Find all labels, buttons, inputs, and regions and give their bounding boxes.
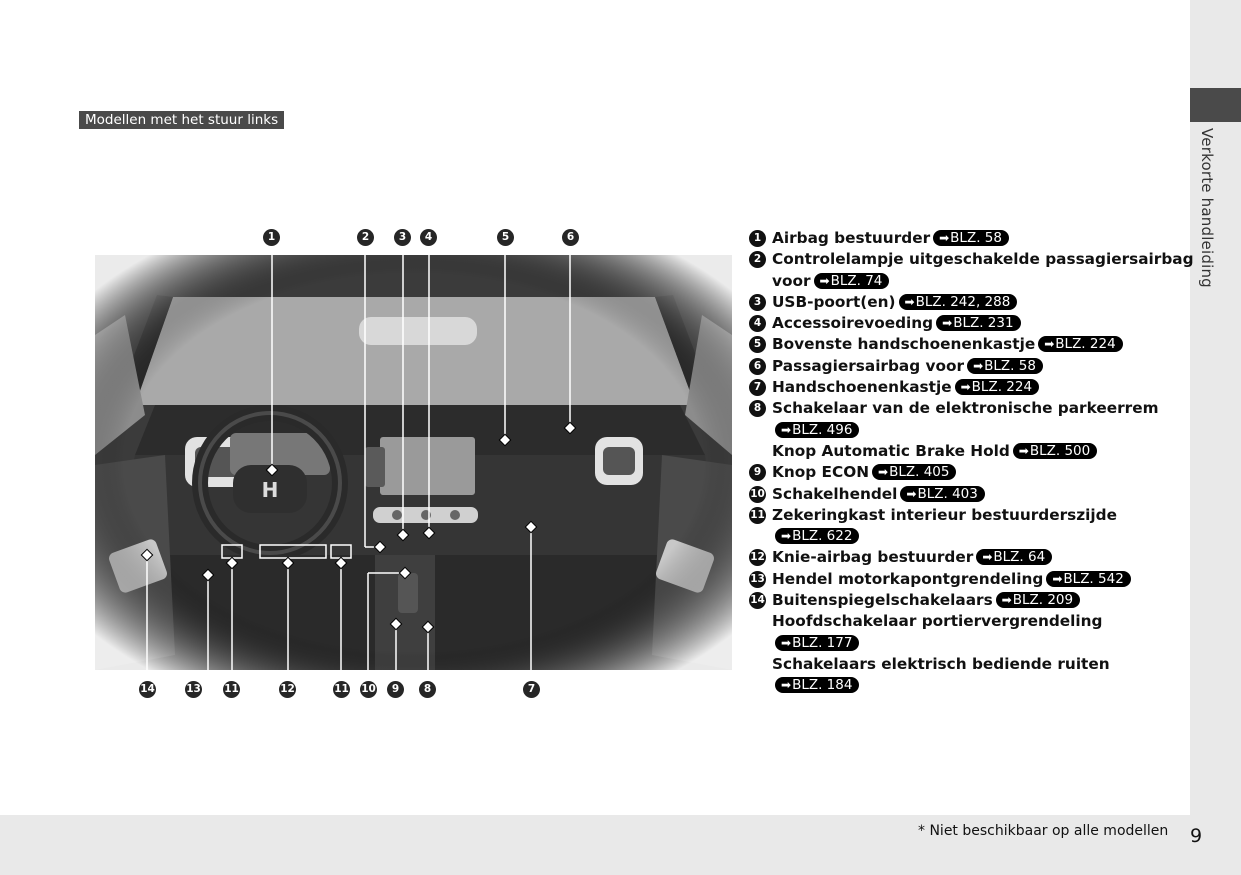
page-ref-label: BLZ. 64 (993, 549, 1046, 566)
page-ref-label: BLZ. 231 (953, 315, 1014, 332)
page-ref-link[interactable] (955, 379, 1039, 395)
arrow-right-icon: ➡ (781, 635, 792, 650)
legend-text: Knie-airbag bestuurder (772, 548, 974, 567)
legend-text: Hendel motorkapontgrendeling (772, 569, 1044, 588)
callout-5: 5 (497, 229, 514, 246)
legend-row (749, 271, 1174, 292)
legend-list (749, 228, 1194, 697)
page-ref-link[interactable] (775, 677, 859, 693)
legend-text: Bovenste handschoenenkastje (772, 335, 1036, 354)
legend-row (749, 313, 1174, 334)
legend-item (772, 398, 1159, 419)
page-ref-label: BLZ. 58 (950, 230, 1002, 246)
legend-row (749, 611, 1174, 632)
legend-row (749, 654, 1174, 675)
page-ref-label: BLZ. 403 (917, 485, 978, 502)
legend-item (772, 228, 1009, 249)
page-ref-label: BLZ. 184 (792, 677, 853, 694)
legend-item (772, 377, 1039, 398)
callout-3: 3 (394, 229, 411, 246)
legend-row (749, 398, 1174, 419)
legend-row (749, 441, 1174, 462)
legend-row (749, 569, 1174, 590)
legend-row (749, 228, 1174, 249)
page-ref-label: BLZ. 405 (889, 464, 950, 481)
callout-14: 14 (139, 681, 156, 698)
page-ref-label: BLZ. 224 (971, 379, 1033, 396)
arrow-right-icon: ➡ (781, 422, 792, 437)
page-ref-label: BLZ. 224 (1055, 336, 1116, 353)
legend-number: 4 (749, 315, 766, 332)
legend-item (772, 633, 859, 654)
page-ref-label: BLZ. 177 (792, 634, 853, 651)
legend-row (749, 356, 1174, 377)
callout-7: 7 (523, 681, 540, 698)
legend-text: Schakelaars elektrisch bediende ruiten (772, 654, 1110, 673)
page-ref-link[interactable] (936, 315, 1020, 331)
arrow-right-icon: ➡ (819, 273, 830, 288)
arrow-right-icon: ➡ (960, 380, 971, 395)
callout-9: 9 (387, 681, 404, 698)
legend-row (749, 377, 1174, 398)
legend-number: 5 (749, 336, 766, 353)
legend-item (772, 505, 1117, 526)
legend-text: Knop ECON (772, 463, 870, 482)
legend-item (772, 292, 1017, 313)
page-ref-label: BLZ. 209 (1012, 592, 1074, 609)
legend-item (772, 420, 859, 441)
legend-text: Schakelhendel (772, 484, 898, 503)
arrow-right-icon: ➡ (939, 231, 950, 245)
legend-row (749, 292, 1174, 313)
legend-number: 13 (749, 571, 766, 588)
legend-item (772, 675, 859, 696)
legend-item (772, 526, 859, 547)
legend-text: Handschoenenkastje (772, 378, 952, 397)
page-ref-label: BLZ. 242, 288 (915, 293, 1011, 310)
legend-item (772, 484, 985, 505)
page-ref-link[interactable] (967, 358, 1043, 374)
legend-text: Passagiersairbag voor (772, 356, 965, 375)
page-ref-label: BLZ. 500 (1029, 442, 1091, 459)
legend-row (749, 334, 1174, 355)
arrow-right-icon: ➡ (906, 486, 917, 501)
page-ref-link[interactable] (976, 549, 1052, 565)
legend-item (772, 249, 1194, 270)
legend-item (772, 334, 1123, 355)
legend-number: 11 (749, 507, 766, 524)
legend-row (749, 420, 1174, 441)
page-ref-link[interactable] (1046, 571, 1130, 587)
callout-4: 4 (420, 229, 437, 246)
callout-1: 1 (263, 229, 280, 246)
page-ref-link[interactable] (933, 230, 1009, 246)
legend-row (749, 547, 1174, 568)
callout-2: 2 (357, 229, 374, 246)
legend-text: voor (772, 271, 811, 290)
page-ref-label: BLZ. 74 (830, 272, 883, 289)
page-ref-label: BLZ. 542 (1063, 570, 1124, 587)
legend-item (772, 569, 1131, 590)
legend-row (749, 249, 1194, 270)
legend-item (772, 441, 1097, 462)
legend-row (749, 505, 1174, 526)
arrow-right-icon: ➡ (781, 529, 792, 544)
page-number: 9 (1190, 825, 1203, 847)
legend-row (749, 462, 1174, 483)
legend-text: USB-poort(en) (772, 292, 896, 311)
section-tab-label: Verkorte handleiding (1198, 128, 1216, 288)
legend-text: Buitenspiegelschakelaars (772, 591, 993, 610)
page-ref-link[interactable] (775, 635, 859, 651)
legend-text: Airbag bestuurder (772, 229, 931, 247)
arrow-right-icon: ➡ (1001, 593, 1012, 608)
page-ref-label: BLZ. 496 (792, 421, 853, 438)
arrow-right-icon: ➡ (942, 316, 953, 331)
legend-item (772, 271, 889, 292)
page-ref-link[interactable] (872, 464, 956, 480)
arrow-right-icon: ➡ (1044, 337, 1055, 352)
legend-row (749, 526, 1174, 547)
page-ref-link[interactable] (1038, 336, 1122, 352)
legend-number: 14 (749, 592, 766, 609)
legend-number: 12 (749, 549, 766, 566)
page-ref-link[interactable] (900, 486, 984, 502)
callout-6: 6 (562, 229, 579, 246)
legend-row (749, 633, 1174, 654)
page-ref-label: BLZ. 622 (792, 528, 853, 545)
page-ref-link[interactable] (996, 592, 1080, 608)
section-tab-marker (1190, 88, 1241, 122)
model-tag: Modellen met het stuur links (79, 111, 284, 129)
callout-10: 10 (360, 681, 377, 698)
callout-13: 13 (185, 681, 202, 698)
legend-row (749, 484, 1174, 505)
arrow-right-icon: ➡ (904, 294, 915, 309)
legend-item (772, 356, 1043, 377)
legend-item (772, 547, 1052, 568)
arrow-right-icon: ➡ (878, 465, 889, 480)
arrow-right-icon: ➡ (781, 678, 792, 693)
legend-number: 6 (749, 358, 766, 375)
legend-text: Zekeringkast interieur bestuurderszijde (772, 505, 1117, 524)
legend-item (772, 611, 1102, 632)
arrow-right-icon: ➡ (1018, 443, 1029, 458)
callout-11b: 11 (333, 681, 350, 698)
page-ref-link[interactable] (775, 528, 859, 544)
legend-text: Schakelaar van de elektronische parkeerrem (772, 399, 1159, 418)
page-ref-link[interactable] (899, 294, 1018, 310)
legend-item (772, 654, 1110, 675)
callout-8: 8 (419, 681, 436, 698)
footnote: * Niet beschikbaar op alle modellen (918, 823, 1169, 839)
dashboard-photo (95, 255, 732, 670)
arrow-right-icon: ➡ (973, 358, 984, 373)
arrow-right-icon: ➡ (982, 550, 993, 565)
legend-number: 10 (749, 486, 766, 503)
legend-number: 8 (749, 400, 766, 417)
legend-row (749, 590, 1174, 611)
legend-text: Accessoirevoeding (772, 314, 934, 333)
legend-row (749, 675, 1174, 696)
legend-number: 1 (749, 230, 766, 247)
legend-text: Knop Automatic Brake Hold (772, 441, 1010, 460)
legend-item (772, 313, 1021, 334)
legend-item (772, 590, 1080, 611)
legend-number: 9 (749, 464, 766, 481)
callout-12: 12 (279, 681, 296, 698)
legend-text: Hoofdschakelaar portiervergrendeling (772, 612, 1103, 631)
callout-11a: 11 (223, 681, 240, 698)
legend-number: 3 (749, 294, 766, 311)
legend-item (772, 462, 956, 483)
page-ref-label: BLZ. 58 (984, 357, 1036, 374)
legend-text: Controlelampje uitgeschakelde passagiersairbag (772, 250, 1194, 269)
page-ref-link[interactable] (1013, 443, 1097, 459)
arrow-right-icon: ➡ (1052, 571, 1063, 586)
page-ref-link[interactable] (775, 422, 859, 438)
page-ref-link[interactable] (814, 273, 890, 289)
legend-number: 2 (749, 251, 766, 268)
legend-number: 7 (749, 379, 766, 396)
